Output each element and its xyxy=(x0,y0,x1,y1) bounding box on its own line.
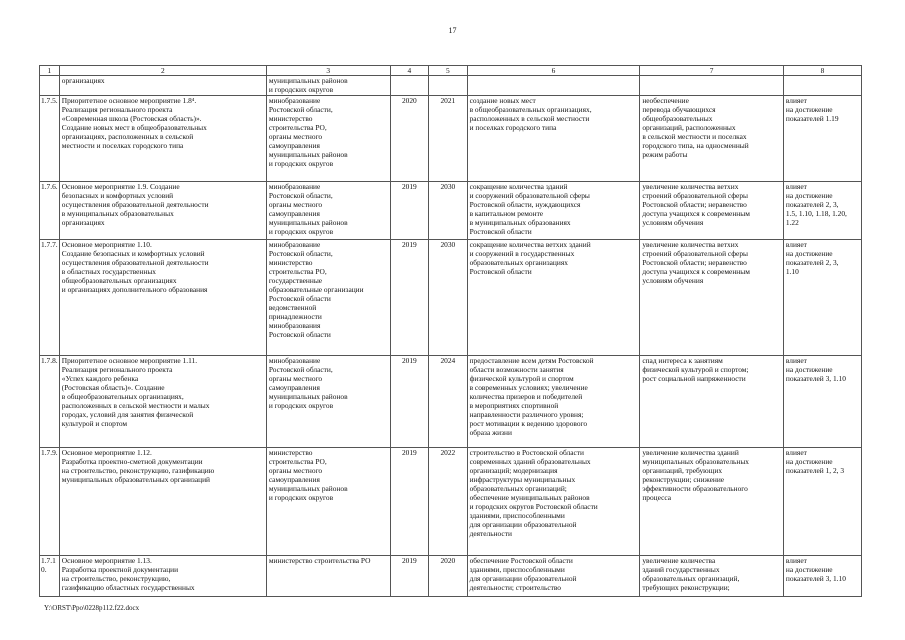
table-row xyxy=(40,356,862,448)
non-implementation-consequences: увеличение количества ветхих строений образовательной сферы Ростовской области; неравенство доступа учащихся к современным условиям обучения xyxy=(642,240,750,286)
start-year: 2019 xyxy=(401,448,417,458)
measure-name: Приоритетное основное мероприятие 1.8⁴. Реализация регионального проекта «Современная школа (Ростовская область)». Создание новых мест в общеобразовательных организациях, расположенных в сельской местности и поселках городского типа xyxy=(61,96,207,151)
expected-result: строительство в Ростовской области современных зданий образовательных организаций; модернизация инфраструктуры муниципальных образовательных организаций; обеспечение муниципальных районов и городских округов Ростовской области зданиями, приспособленными для организации образовательной деятельности xyxy=(469,448,598,539)
row-number: 1.7.9. xyxy=(41,448,58,458)
expected-result: обеспечение Ростовской области зданиями, приспособленными для организации образовательной деятельности; строительство xyxy=(469,556,577,593)
end-year-cell xyxy=(429,240,467,356)
executor: муниципальных районов и городских округов xyxy=(268,76,348,95)
row-number-cell xyxy=(40,240,60,356)
measure-name-cell xyxy=(59,240,266,356)
end-year: 2022 xyxy=(440,448,456,458)
header-cell: 8 xyxy=(783,66,861,76)
non-implementation-consequences: увеличение количества зданий государственных образовательных организаций, требующих реконструкции; xyxy=(642,556,740,593)
start-year-cell xyxy=(390,448,428,556)
non-implementation-consequences: увеличение количества ветхих строений образовательной сферы Ростовской области; неравенство доступа учащихся к современным условиям обучения xyxy=(642,182,750,228)
non-implementation-consequences-cell xyxy=(640,96,784,182)
header-cell: 4 xyxy=(390,66,428,76)
indicator-link-cell xyxy=(783,76,861,96)
indicator-link-cell xyxy=(783,96,861,182)
non-implementation-consequences: необеспечение перевода обучающихся общеобразовательных организаций, расположенных в сельской местности и поселках городского типа, на односменный режим работы xyxy=(642,96,749,160)
start-year: 2019 xyxy=(401,556,417,566)
start-year-cell xyxy=(390,76,428,96)
measure-name: Приоритетное основное мероприятие 1.11. Реализация регионального проекта «Успех каждого ребенка (Ростовская область)». Создание в общеобразовательных организациях, расположенных в сельской местности и малых городах, условий для занятия физической культурой и спортом xyxy=(61,356,210,429)
expected-result-cell xyxy=(467,96,640,182)
row-number: 1.7.8. xyxy=(41,356,58,366)
table-row xyxy=(40,240,862,356)
header-cell: 6 xyxy=(467,66,640,76)
header-row xyxy=(40,66,862,76)
header-cell: 1 xyxy=(40,66,60,76)
end-year-cell xyxy=(429,556,467,597)
measure-name-cell xyxy=(59,182,266,240)
row-number-cell xyxy=(40,76,60,96)
start-year-cell xyxy=(390,182,428,240)
end-year-cell xyxy=(429,448,467,556)
executor-cell xyxy=(266,240,390,356)
measure-name-cell xyxy=(59,556,266,597)
start-year-cell xyxy=(390,556,428,597)
indicator-link-cell xyxy=(783,356,861,448)
end-year: 2021 xyxy=(440,96,456,106)
indicator-link: влияет на достижение показателей 2, 3, 1.10 xyxy=(785,240,839,277)
start-year: 2019 xyxy=(401,356,417,366)
end-year: 2030 xyxy=(440,240,456,250)
row-number-cell xyxy=(40,556,60,597)
non-implementation-consequences: спад интереса к занятиям физической культурой и спортом; рост социальной напряженности xyxy=(642,356,749,384)
indicator-link-cell xyxy=(783,556,861,597)
executor: минобразование Ростовской области, органы местного самоуправления муниципальных районов и городских округов xyxy=(268,182,348,237)
start-year-cell xyxy=(390,240,428,356)
indicator-link: влияет на достижение показателей 3, 1.10 xyxy=(785,356,846,384)
expected-result: создание новых мест в общеобразовательных организациях, расположенных в сельской местности и поселках городского типа xyxy=(469,96,592,133)
expected-result-cell xyxy=(467,240,640,356)
start-year-cell xyxy=(390,356,428,448)
indicator-link-cell xyxy=(783,240,861,356)
expected-result-cell xyxy=(467,556,640,597)
executor-cell xyxy=(266,556,390,597)
executor-cell xyxy=(266,76,390,96)
non-implementation-consequences-cell xyxy=(640,76,784,96)
measure-name-cell xyxy=(59,96,266,182)
expected-result: сокращение количества зданий и сооружений образовательной сферы Ростовской области, нуждающихся в капитальном ремонте в муниципальных образованиях Ростовской области xyxy=(469,182,590,237)
file-path-footer: Y:\ORST\Ppo\0228p112.f22.docx xyxy=(44,604,140,612)
page-number: 17 xyxy=(448,26,457,35)
measure-name-cell xyxy=(59,76,266,96)
header-cell: 3 xyxy=(266,66,390,76)
end-year-cell xyxy=(429,76,467,96)
expected-result-cell xyxy=(467,356,640,448)
row-number: 1.7.7. xyxy=(41,240,58,250)
start-year: 2020 xyxy=(401,96,417,106)
start-year: 2019 xyxy=(401,240,417,250)
measure-name: организациях xyxy=(61,76,105,86)
row-number-cell xyxy=(40,356,60,448)
executor-cell xyxy=(266,182,390,240)
header-cell: 2 xyxy=(59,66,266,76)
expected-result: предоставление всем детям Ростовской области возможности занятия физической культурой и спортом в современных условиях; увеличение количества призеров и победителей в мероприятиях спортивной направленности различного уровня; рост мотивации к ведению здорового образа жизни xyxy=(469,356,594,438)
program-table xyxy=(39,65,862,597)
row-number: 1.7.5. xyxy=(41,96,58,106)
end-year: 2030 xyxy=(440,182,456,192)
end-year-cell xyxy=(429,356,467,448)
executor: минобразование Ростовской области, органы местного самоуправления муниципальных районов и городских округов xyxy=(268,356,348,411)
table-row xyxy=(40,76,862,96)
indicator-link: влияет на достижение показателей 2, 3, 1.5, 1.10, 1.18, 1.20, 1.22 xyxy=(785,182,847,228)
indicator-link-cell xyxy=(783,448,861,556)
row-number: 1.7.10. xyxy=(41,556,56,575)
row-number-cell xyxy=(40,182,60,240)
non-implementation-consequences-cell xyxy=(640,556,784,597)
indicator-link-cell xyxy=(783,182,861,240)
end-year: 2020 xyxy=(440,556,456,566)
measure-name: Основное мероприятие 1.10. Создание безопасных и комфортных условий осуществления образовательной деятельности в областных государственных общеобразовательных организациях и организациях дополнительного образования xyxy=(61,240,209,295)
executor-cell xyxy=(266,356,390,448)
table-row xyxy=(40,96,862,182)
table-row xyxy=(40,448,862,556)
end-year-cell xyxy=(429,182,467,240)
executor: минобразование Ростовской области, министерство строительства РО, государственные образовательные организации Ростовской области ведомственной принадлежности минобразования Ростовской области xyxy=(268,240,364,340)
executor: министерство строительства РО xyxy=(268,556,371,566)
expected-result-cell xyxy=(467,182,640,240)
table-row xyxy=(40,556,862,597)
table-row xyxy=(40,182,862,240)
expected-result-cell xyxy=(467,448,640,556)
start-year: 2019 xyxy=(401,182,417,192)
non-implementation-consequences-cell xyxy=(640,182,784,240)
end-year-cell xyxy=(429,96,467,182)
measure-name: Основное мероприятие 1.9. Создание безопасных и комфортных условий осуществления образовательной деятельности в муниципальных образовательных организациях xyxy=(61,182,209,228)
non-implementation-consequences: увеличение количества зданий муниципальных образовательных организаций, требующих реконструкции; снижение эффективности образовательного процесса xyxy=(642,448,749,503)
executor-cell xyxy=(266,448,390,556)
expected-result-cell xyxy=(467,76,640,96)
measure-name-cell xyxy=(59,448,266,556)
row-number: 1.7.6. xyxy=(41,182,58,192)
executor: министерство строительства РО, органы местного самоуправления муниципальных районов и городских округов xyxy=(268,448,348,503)
measure-name: Основное мероприятие 1.13. Разработка проектной документации на строительство, реконструкцию, газификацию областных государственных xyxy=(61,556,195,593)
start-year-cell xyxy=(390,96,428,182)
non-implementation-consequences-cell xyxy=(640,448,784,556)
measure-name: Основное мероприятие 1.12. Разработка проектно-сметной документации на строительство, реконструкцию, газификацию муниципальных образовательных организаций xyxy=(61,448,215,485)
row-number-cell xyxy=(40,96,60,182)
end-year: 2024 xyxy=(440,356,456,366)
non-implementation-consequences-cell xyxy=(640,240,784,356)
executor: минобразование Ростовской области, министерство строительства РО, органы местного самоуправления муниципальных районов и городских округов xyxy=(268,96,348,169)
non-implementation-consequences-cell xyxy=(640,356,784,448)
indicator-link: влияет на достижение показателей 1, 2, 3 xyxy=(785,448,845,476)
indicator-link: влияет на достижение показателей 3, 1.10 xyxy=(785,556,846,584)
measure-name-cell xyxy=(59,356,266,448)
indicator-link: влияет на достижение показателей 1.19 xyxy=(785,96,839,124)
row-number-cell xyxy=(40,448,60,556)
header-cell: 5 xyxy=(429,66,467,76)
expected-result: сокращение количества ветхих зданий и сооружений в государственных образовательных организациях Ростовской области xyxy=(469,240,591,277)
header-cell: 7 xyxy=(640,66,784,76)
executor-cell xyxy=(266,96,390,182)
